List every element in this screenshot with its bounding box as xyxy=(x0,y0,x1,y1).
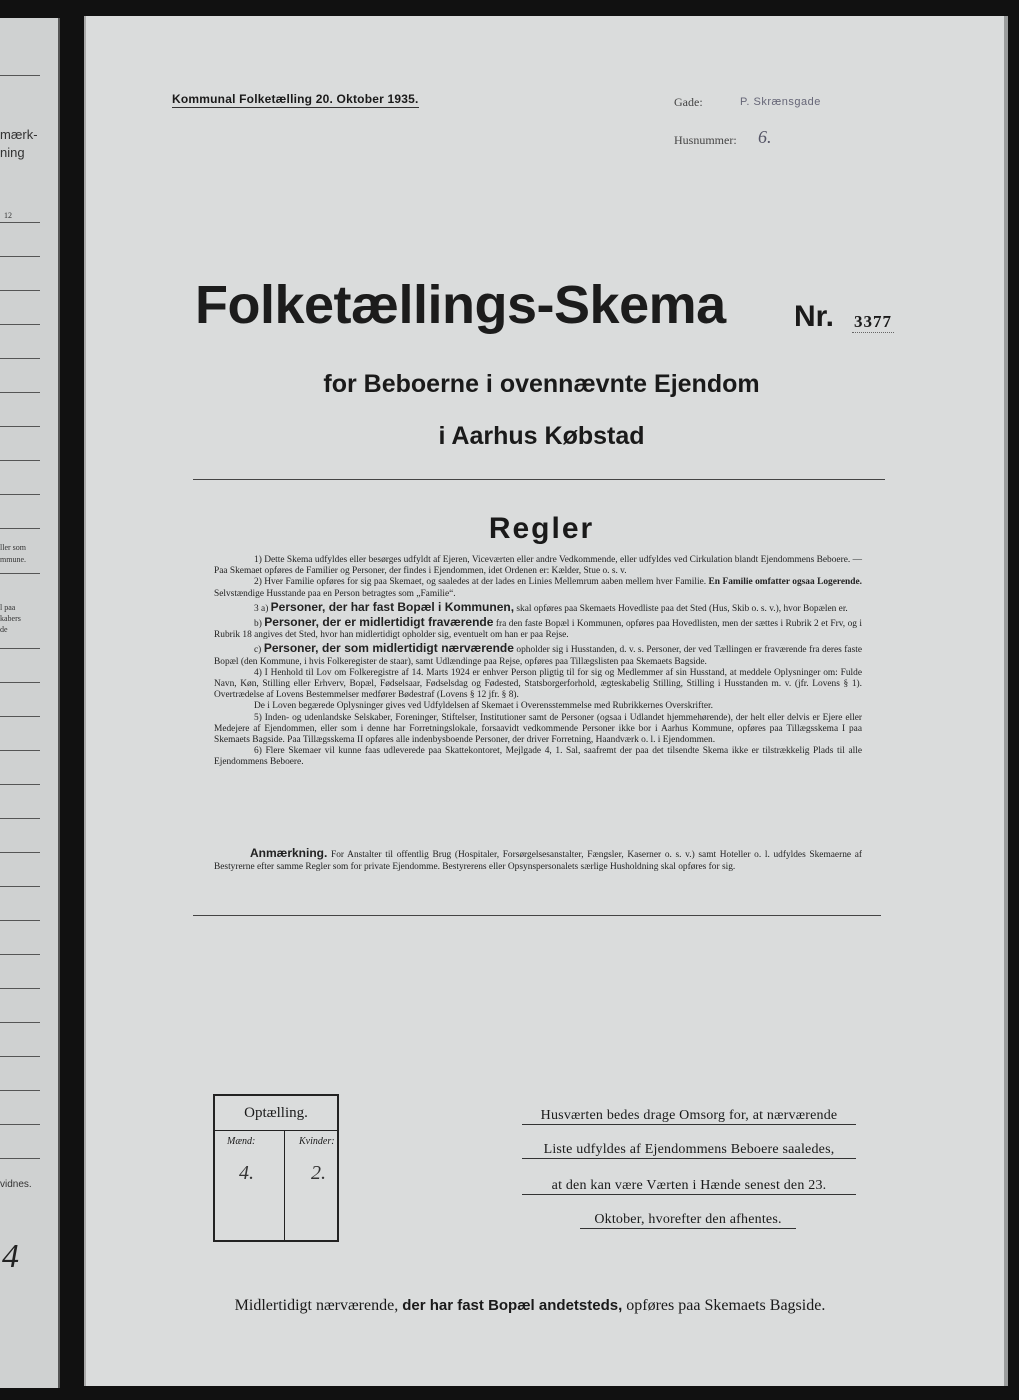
men-count: 4. xyxy=(239,1162,254,1184)
left-facing-page xyxy=(0,18,60,1388)
divider xyxy=(0,460,40,461)
left-fragment: kabers xyxy=(0,614,21,623)
count-box xyxy=(213,1094,339,1242)
rule-2-text-b: Selvstændige Husstande paa en Person betragtes som „Familie“. xyxy=(214,588,456,599)
divider xyxy=(0,1022,40,1023)
left-fragment: mmune. xyxy=(0,555,26,564)
divider xyxy=(0,358,40,359)
rule-4: 4) I Henhold til Lov om Folkeregistre af 14. Marts 1924 er enhver Person pligtig til for sig og Medlemmer af sin Husstand, at meddele Oplysninger om: Fulde Navn, Køn, Stilling eller Erhverv, Bopæl, Fødselsaar, Fødselsdag og Fødested, Statsborgerforhold, ægteskabelig Stilling, Stilling i Husstanden m. v. (jfr. Lovens § 1). Overtrædelse af Lovens Bestemmelser medfører Bødestraf (Lovens § 12 jfr. § 8). xyxy=(214,667,862,701)
divider xyxy=(0,818,40,819)
left-fragment: 12 xyxy=(4,211,12,220)
divider xyxy=(0,290,40,291)
women-count: 2. xyxy=(311,1162,326,1184)
left-fragment: l paa xyxy=(0,603,16,612)
rule-2 xyxy=(214,577,862,599)
street-value: P. Skrænsgade xyxy=(740,96,821,108)
divider xyxy=(0,256,40,257)
rule-3a-heading: Personer, der har fast Bopæl i Kommunen, xyxy=(270,599,515,614)
footer-note xyxy=(0,1297,1019,1315)
footer-text-b: der har fast Bopæl andetsteds, xyxy=(402,1297,623,1314)
remark-heading: Anmærkning. xyxy=(250,846,328,860)
left-fragment: vidnes. xyxy=(0,1179,32,1190)
rule-5: 5) Inden- og udenlandske Selskaber, Foreninger, Stiftelser, Institutioner samt de Personer (ogsaa i Udlandet hjemmehørende), der helt eller delvis er Ejere eller Medejere af Ejendommen, eller som i denne har Forretningslokale, forsaavidt vedkommende Personer ikke bor i Aarhus Kommune, opføres paa Tillægsskema I paa Skemaets Bagside. Paa Tillægsskema II opføres alle indenbysboende Personer, der driver Forretning, Haandværk o. l. i Ejendommen. xyxy=(214,712,862,746)
left-fragment: ller som xyxy=(0,543,26,552)
rule-3c-heading: Personer, der som midlertidigt nærværende xyxy=(263,641,514,656)
count-box-divider xyxy=(284,1130,285,1240)
notice-line-3: at den kan være Værten i Hænde senest den 23. xyxy=(522,1178,856,1195)
left-fragment: mærk- xyxy=(0,127,38,142)
divider xyxy=(0,682,40,683)
divider xyxy=(0,1124,40,1125)
notice-line-1: Husværten bedes drage Omsorg for, at nærværende xyxy=(522,1108,856,1125)
section-rule xyxy=(193,915,881,916)
rule-3c-text: opholder sig i Husstanden, d. v. s. Personer, der ved Tællingen er fraværende fra deres faste Bopæl (den Kommune, i hvis Folkeregister de staar), samt Udlændinge paa Rejse, opføres paa Tillægslisten paa Skemaets Bagside. xyxy=(214,645,863,667)
form-subtitle: for Beboerne i ovennævnte Ejendom xyxy=(323,370,760,398)
page-edge xyxy=(1004,16,1008,1386)
rule-1: 1) Dette Skema udfyldes eller besørges udfyldt af Ejeren, Viceværten eller andre Vedkommende, eller udfyldes ved Cirkulation blandt Ejendommens Beboere. — Paa Skemaet opføres de Familier og Personer, der findes i Ejendommen, idet Ordenen er: Kælder, Stue o. s. v. xyxy=(214,555,862,577)
rule-3b-text: fra den faste Bopæl i Kommunen, opføres paa Hovedlisten, men der sættes i Rubrik 2 et Frv, og i Rubrik 18 angives det Sted, hvor han midlertidigt opholder sig, eventuelt om han er paa Rejse. xyxy=(214,619,863,641)
remark-text: For Anstalter til offentlig Brug (Hospitaler, Forsørgelsesanstalter, Fængsler, Kaserner o. s. v.) samt Hoteller o. l. udfyldes Skemaerne af Bestyrerne efter samme Regler som for private Ejendomme. Bestyrerens eller Opsynspersonalets særlige Husholdning skal opføres for sig. xyxy=(214,850,863,872)
rule-3b-heading: Personer, der er midlertidigt fraværende xyxy=(264,615,494,630)
divider xyxy=(0,222,40,223)
rules-text xyxy=(214,555,862,769)
divider xyxy=(0,1158,40,1159)
title-rule xyxy=(193,479,885,480)
left-fragment: ning xyxy=(0,145,25,160)
form-number-label: Nr. xyxy=(794,300,835,333)
house-number-value: 6. xyxy=(758,127,772,147)
women-label: Kvinder: xyxy=(299,1136,335,1147)
left-fragment: de xyxy=(0,625,8,634)
divider xyxy=(0,324,40,325)
men-label: Mænd: xyxy=(227,1136,256,1147)
divider xyxy=(0,852,40,853)
notice-line-2: Liste udfyldes af Ejendommens Beboere saaledes, xyxy=(522,1142,856,1159)
rule-3c-num: c) xyxy=(254,645,262,656)
form-number-value: 3377 xyxy=(854,312,892,331)
count-box-title: Optælling. xyxy=(215,1096,337,1131)
divider xyxy=(0,75,40,76)
rule-2-bold: En Familie omfatter ogsaa Logerende. xyxy=(708,577,862,588)
notice-line-4: Oktober, hvorefter den afhentes. xyxy=(580,1212,796,1229)
rules-heading: Regler xyxy=(488,512,595,545)
rule-3b xyxy=(214,615,862,641)
divider xyxy=(0,494,40,495)
divider xyxy=(0,954,40,955)
left-handwritten-number: 4 xyxy=(2,1238,19,1275)
divider xyxy=(0,886,40,887)
divider xyxy=(0,716,40,717)
house-number-label: Husnummer: xyxy=(674,133,737,147)
rule-3a xyxy=(214,600,862,615)
street-label: Gade: xyxy=(674,95,703,109)
rule-3a-num: 3 a) xyxy=(254,603,269,614)
footer-text-c: opføres paa Skemaets Bagside. xyxy=(626,1297,826,1314)
rule-3b-num: b) xyxy=(254,619,262,630)
footer-text-a: Midlertidigt nærværende, xyxy=(234,1297,399,1314)
rule-6: 6) Flere Skemaer vil kunne faas udleverede paa Skattekontoret, Mejlgade 4, 1. Sal, saafremt der paa det tilsendte Skema ikke er tilstrækkelig Plads til alle Ejendommens Beboere. xyxy=(214,746,862,768)
divider xyxy=(0,988,40,989)
rule-2-text: 2) Hver Familie opføres for sig paa Skemaet, og saaledes at der lades en Linies Mellemrum aaben mellem hver Familie. xyxy=(254,577,707,588)
rule-3a-text: skal opføres paa Skemaets Hovedliste paa det Sted (Hus, Skib o. s. v.), hvor Bopælen er. xyxy=(516,603,848,614)
divider xyxy=(0,784,40,785)
divider xyxy=(0,573,40,574)
divider xyxy=(0,1090,40,1091)
form-title: Folketællings-Skema xyxy=(195,275,726,335)
divider xyxy=(0,648,40,649)
divider xyxy=(0,750,40,751)
form-subtitle-city: i Aarhus Købstad xyxy=(438,422,645,450)
divider xyxy=(0,920,40,921)
census-header: Kommunal Folketælling 20. Oktober 1935. xyxy=(172,92,419,106)
rule-4b: De i Loven begærede Oplysninger gives ved Udfyldelsen af Skemaet i Overensstemmelse med Rubrikkernes Overskrifter. xyxy=(254,701,713,712)
divider xyxy=(0,1056,40,1057)
rule-3c xyxy=(214,641,862,667)
remark-paragraph xyxy=(214,846,862,873)
